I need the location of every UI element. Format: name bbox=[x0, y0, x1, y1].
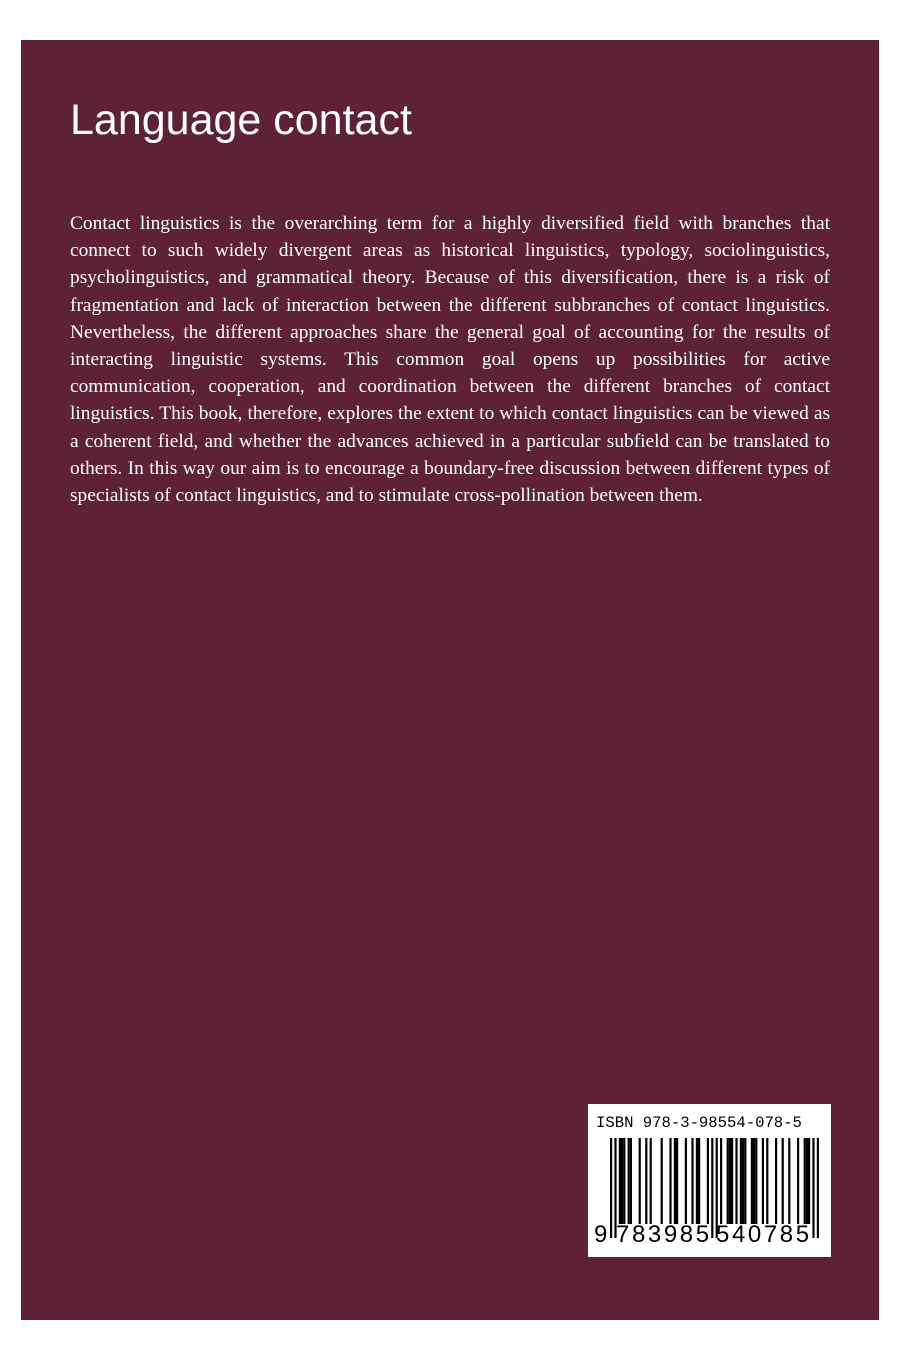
barcode-bar bbox=[753, 1138, 755, 1224]
barcode-bar bbox=[775, 1138, 777, 1224]
barcode-bar bbox=[696, 1138, 698, 1224]
barcode-guard-bar bbox=[610, 1138, 612, 1238]
barcode-bar bbox=[804, 1138, 806, 1224]
barcode-bar bbox=[806, 1138, 808, 1224]
barcode-bar bbox=[762, 1138, 764, 1224]
barcode-bar bbox=[797, 1138, 799, 1224]
ean-right-group: 540785 bbox=[716, 1221, 812, 1248]
barcode-bar bbox=[669, 1138, 671, 1224]
barcode-bar bbox=[623, 1138, 625, 1224]
barcode-bar bbox=[628, 1138, 630, 1224]
barcode-bar bbox=[707, 1138, 709, 1224]
barcode-bar bbox=[650, 1138, 652, 1224]
isbn-barcode bbox=[588, 1104, 831, 1257]
barcode-bar bbox=[720, 1138, 722, 1224]
barcode-bar bbox=[645, 1138, 647, 1224]
barcode-bar bbox=[621, 1138, 623, 1224]
barcode-bar bbox=[661, 1138, 663, 1224]
barcode-bar bbox=[766, 1138, 768, 1224]
ean-left-group: 783985 bbox=[616, 1221, 712, 1248]
barcode-bar bbox=[639, 1138, 641, 1224]
isbn-label: ISBN 978-3-98554-078-5 bbox=[596, 1114, 802, 1132]
barcode-bar bbox=[782, 1138, 784, 1224]
ean-first-digit: 9 bbox=[594, 1221, 608, 1248]
book-title: Language contact bbox=[70, 96, 412, 144]
barcode-bar bbox=[685, 1138, 687, 1224]
barcode-bar bbox=[731, 1138, 733, 1224]
barcode-bar bbox=[788, 1138, 790, 1224]
barcode-bar bbox=[630, 1138, 632, 1224]
barcode-bar bbox=[698, 1138, 700, 1224]
barcode-bar bbox=[740, 1138, 742, 1224]
barcode-bar bbox=[674, 1138, 676, 1224]
barcode-bar bbox=[735, 1138, 737, 1224]
barcode-bar bbox=[619, 1138, 621, 1224]
barcode-bar bbox=[727, 1138, 729, 1224]
barcode-bar bbox=[742, 1138, 744, 1224]
barcode-bar bbox=[755, 1138, 757, 1224]
book-description: Contact linguistics is the overarching term for a highly diversified field with branches that connect to such widely divergent areas as historical linguistics, typology, sociolinguistics, psycholinguistics, and grammatical theory. Because of this diversification, there is a risk of fragmentation and lack of interaction between the different subbranches of contact linguistics. Nevertheless, the different approaches share the general goal of accounting for the results of interacting linguistic systems. This common goal opens up possibilities for active communication, cooperation, and coordination between the different branches of contact linguistics. This book, therefore, explores the extent to which contact linguistics can be viewed as a coherent field, and whether the advances achieved in a particular subfield can be translated to others. In this way our aim is to encourage a boundary-free discussion between different types of specialists of contact linguistics, and to stimulate cross-pollination between them. bbox=[70, 213, 830, 507]
barcode-guard-bar bbox=[812, 1138, 814, 1238]
barcode-bar bbox=[808, 1138, 810, 1224]
barcode-bar bbox=[676, 1138, 678, 1224]
barcode-bar bbox=[729, 1138, 731, 1224]
back-cover bbox=[21, 40, 879, 1320]
barcode-bar bbox=[691, 1138, 693, 1224]
barcode-bar bbox=[751, 1138, 753, 1224]
barcode-guard-bar bbox=[817, 1138, 819, 1238]
barcode-bar bbox=[744, 1138, 746, 1224]
